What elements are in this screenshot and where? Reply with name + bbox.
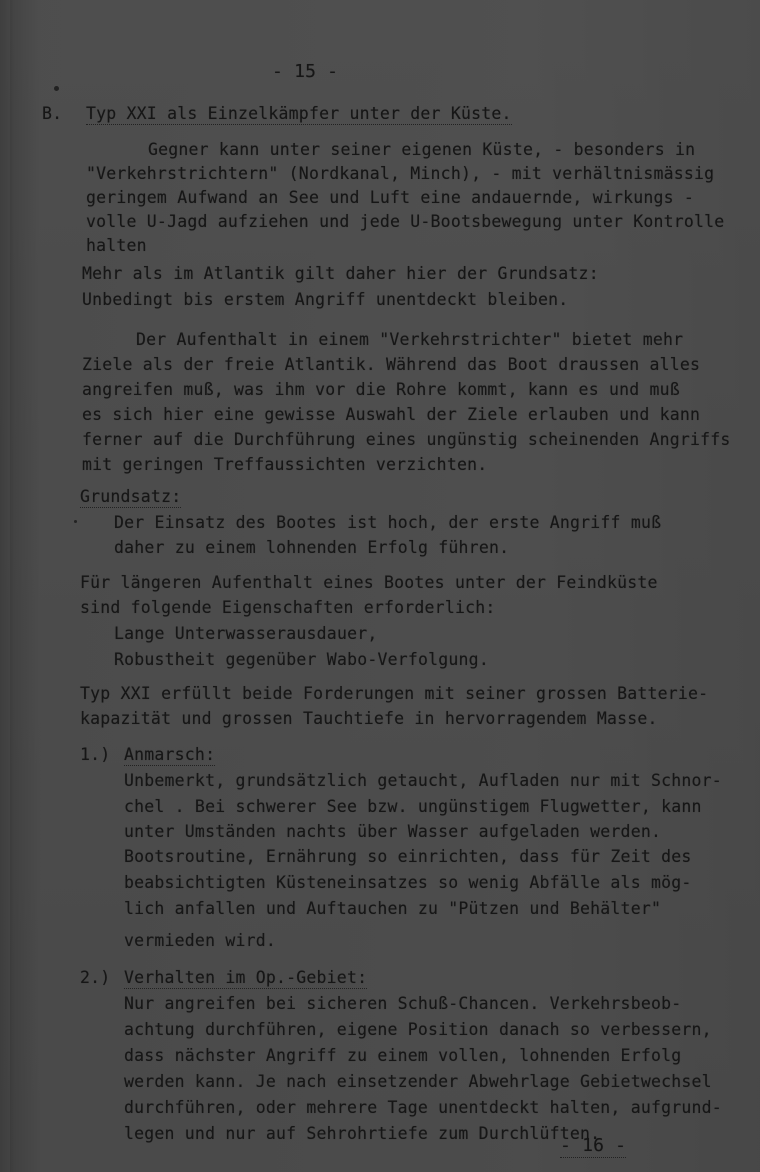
film-speck — [54, 86, 59, 91]
text-line: chel . Bei schwerer See bzw. ungünstigem Flugwetter, kann — [124, 797, 702, 816]
text-line: Mehr als im Atlantik gilt daher hier der Grundsatz: — [82, 264, 599, 283]
text-line: kapazität und grossen Tauchtiefe in hervorragendem Masse. — [80, 709, 658, 728]
text-line: Typ XXI erfüllt beide Forderungen mit seiner grossen Batterie- — [80, 684, 709, 703]
text-line: werden kann. Je nach einsetzender Abwehrlage Gebietwechsel — [124, 1072, 712, 1091]
text-line: Unbedingt bis erstem Angriff unentdeckt bleiben. — [82, 290, 569, 309]
text-line: Der Aufenthalt in einem "Verkehrstrichter" bietet mehr — [136, 330, 684, 349]
item-number: 1.) — [80, 745, 111, 764]
item-heading — [124, 745, 215, 765]
text-line: legen und nur auf Sehrohrtiefe zum Durchlüften. — [124, 1124, 601, 1143]
text-line: Nur angreifen bei sicheren Schuß-Chancen. Verkehrsbeob- — [124, 994, 682, 1013]
text-line: Lange Unterwasserausdauer, — [114, 624, 378, 643]
text-line: Robustheit gegenüber Wabo-Verfolgung. — [114, 650, 489, 669]
text-line: Für längeren Aufenthalt eines Bootes unter der Feindküste — [80, 573, 658, 592]
text-line: ferner auf die Durchführung eines ungünstig scheinenden Angriffs — [82, 430, 731, 449]
text-line: achtung durchführen, eigene Position danach so verbessern, — [124, 1020, 712, 1039]
text-line: beabsichtigten Küsteneinsatzes so wenig Abfälle als mög- — [124, 873, 692, 892]
text-line: daher zu einem lohnenden Erfolg führen. — [114, 538, 510, 557]
page-number-bottom — [560, 1136, 626, 1156]
text-line: "Verkehrstrichtern" (Nordkanal, Minch), - mit verhältnismässig — [86, 164, 715, 183]
text-line: angreifen muß, was ihm vor die Rohre kommt, kann es und muß — [82, 380, 680, 399]
text-line: geringem Aufwand an See und Luft eine andauernde, wirkungs - — [86, 188, 695, 207]
page-number-bottom-text: - 16 - — [560, 1135, 627, 1156]
text-line: vermieden wird. — [124, 931, 277, 950]
text-line: Der Einsatz des Bootes ist hoch, der erste Angriff muß — [114, 513, 662, 532]
text-line: lich anfallen und Auftauchen zu "Pützen und Behälter" — [124, 899, 662, 918]
grundsatz-label: Grundsatz: — [80, 487, 182, 506]
text-line: mit geringen Treffaussichten verzichten. — [82, 455, 488, 474]
text-line: Bootsroutine, Ernährung so einrichten, dass für Zeit des — [124, 847, 692, 866]
item-heading — [124, 968, 367, 988]
section-letter: B. — [42, 104, 63, 123]
item-title: Verhalten im Op.-Gebiet: — [124, 968, 368, 987]
item-number: 2.) — [80, 968, 111, 987]
text-line: durchführen, oder mehrere Tage unentdeckt halten, aufgrund- — [124, 1098, 722, 1117]
text-line: Unbemerkt, grundsätzlich getaucht, Aufladen nur mit Schnor- — [124, 771, 722, 790]
text-line: volle U-Jagd aufziehen und jede U-Bootsbewegung unter Kontrolle — [86, 212, 725, 231]
text-line: halten — [86, 236, 147, 255]
page-number-top: - 15 - — [272, 61, 339, 82]
grundsatz-heading — [80, 487, 181, 507]
text-line: es sich hier eine gewisse Auswahl der Ziele erlauben und kann — [82, 405, 701, 424]
item-title: Anmarsch: — [124, 745, 216, 764]
section-title-text: Typ XXI als Einzelkämpfer unter der Küste. — [86, 104, 512, 123]
text-line: Gegner kann unter seiner eigenen Küste, - besonders in — [148, 140, 696, 159]
section-title — [86, 104, 512, 124]
text-line: Ziele als der freie Atlantik. Während das Boot draussen alles — [82, 355, 701, 374]
text-line: dass nächster Angriff zu einem vollen, lohnenden Erfolg — [124, 1046, 682, 1065]
text-line: sind folgende Eigenschaften erforderlich: — [80, 598, 496, 617]
film-speck — [74, 520, 77, 523]
text-line: unter Umständen nachts über Wasser aufgeladen werden. — [124, 822, 662, 841]
film-edge — [0, 0, 10, 1172]
